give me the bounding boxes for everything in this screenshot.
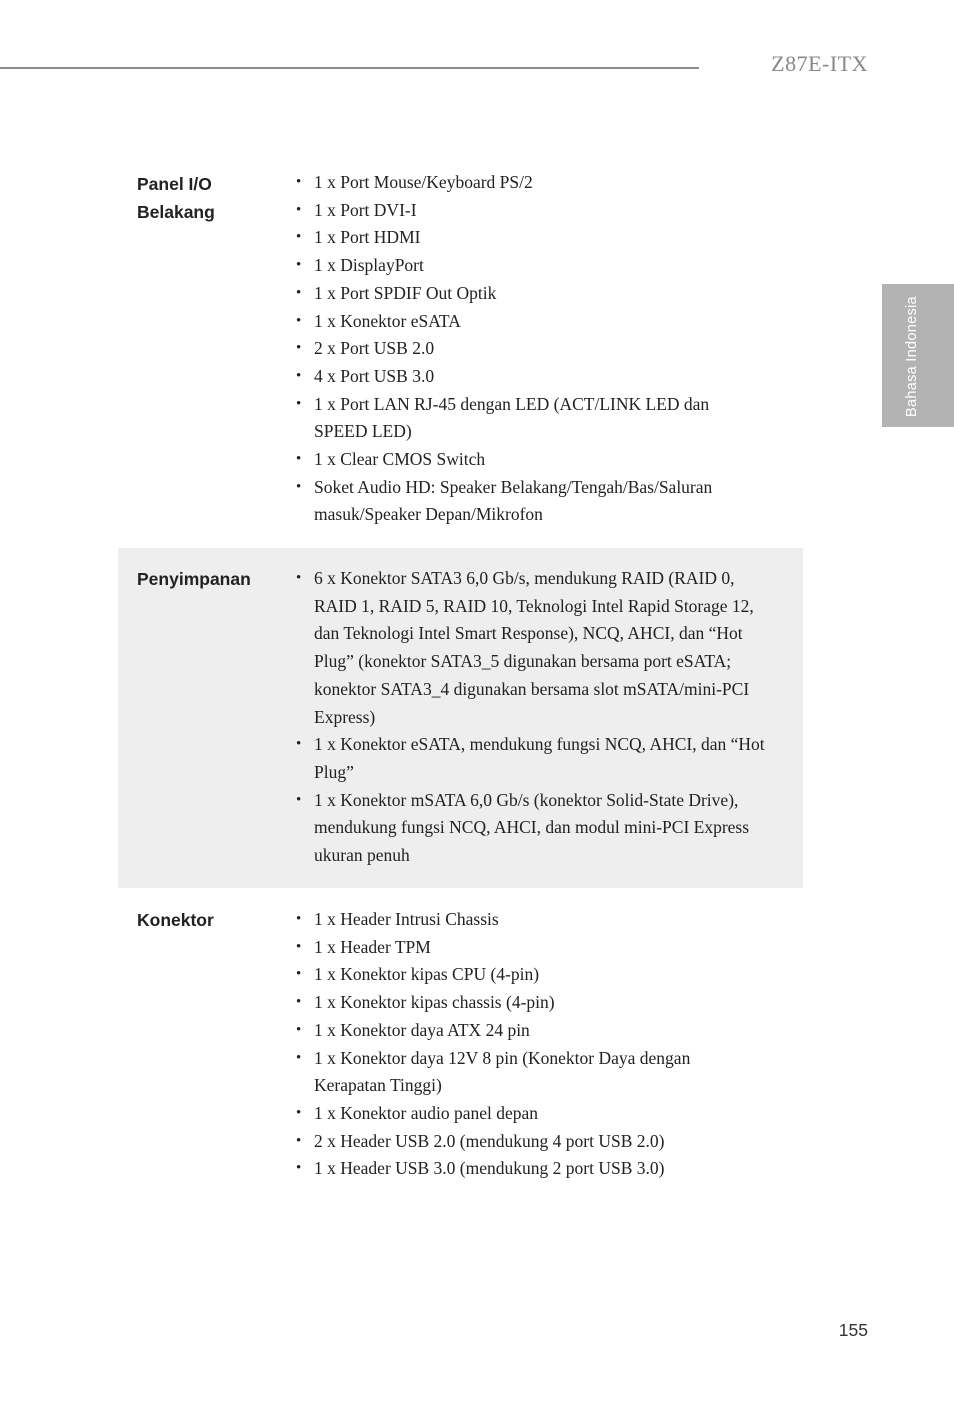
spec-item: • 1 x Konektor mSATA 6,0 Gb/s (konektor Solid-State Drive), mendukung fungsi NCQ, AHCI, dan modul mini-PCI Express ukuran penuh — [296, 787, 754, 870]
section-label-line: Konektor — [137, 910, 214, 930]
document-title: Z87E-ITX — [771, 51, 868, 76]
spec-section-storage — [118, 548, 803, 888]
spec-item: • 1 x Konektor eSATA, mendukung fungsi NCQ, AHCI, dan “Hot Plug” — [296, 731, 769, 786]
spec-item: • 1 x Header USB 3.0 (mendukung 2 port USB 3.0) — [296, 1155, 786, 1183]
section-label-line: Penyimpanan — [137, 569, 251, 589]
spec-item: • 1 x Clear CMOS Switch — [296, 446, 786, 474]
section-label — [137, 565, 251, 593]
spec-item: • 1 x Port LAN RJ-45 dengan LED (ACT/LINK LED dan SPEED LED) — [296, 391, 744, 446]
spec-item: • 1 x Konektor kipas CPU (4-pin) — [296, 961, 786, 989]
spec-item: • 1 x DisplayPort — [296, 252, 786, 280]
spec-item: • Soket Audio HD: Speaker Belakang/Tengah/Bas/Saluran masuk/Speaker Depan/Mikrofon — [296, 474, 764, 529]
spec-item: • 1 x Konektor audio panel depan — [296, 1100, 786, 1128]
spec-list — [296, 906, 786, 1183]
section-label-line: Belakang — [137, 202, 215, 222]
spec-item: • 1 x Header Intrusi Chassis — [296, 906, 786, 934]
spec-item: • 6 x Konektor SATA3 6,0 Gb/s, mendukung RAID (RAID 0, RAID 1, RAID 5, RAID 10, Teknologi Intel Rapid Storage 12, dan Teknologi Intel Smart Response), NCQ, AHCI, dan “Hot Plug” (konektor SATA3_5 digunakan bersama port eSATA; konektor SATA3_4 digunakan bersama slot mSATA/mini-PCI Express) — [296, 565, 780, 731]
language-tab-label: Bahasa Indonesia — [904, 296, 920, 417]
spec-item: • 1 x Konektor eSATA — [296, 308, 786, 336]
page-number: 155 — [838, 1320, 868, 1340]
section-label — [137, 906, 214, 934]
spec-item: • 1 x Header TPM — [296, 934, 786, 962]
spec-item: • 4 x Port USB 3.0 — [296, 363, 786, 391]
spec-list — [296, 169, 786, 529]
spec-item: • 1 x Konektor daya 12V 8 pin (Konektor Daya dengan Kerapatan Tinggi) — [296, 1045, 739, 1100]
header-rule — [0, 67, 699, 69]
spec-item: • 1 x Port SPDIF Out Optik — [296, 280, 786, 308]
spec-item: • 1 x Konektor daya ATX 24 pin — [296, 1017, 786, 1045]
spec-section-rear-io — [118, 168, 803, 540]
section-label-line: Panel I/O — [137, 174, 212, 194]
language-tab — [882, 284, 954, 427]
spec-item: • 1 x Konektor kipas chassis (4-pin) — [296, 989, 786, 1017]
spec-item: • 1 x Port HDMI — [296, 224, 786, 252]
section-label — [137, 170, 215, 226]
spec-item: • 1 x Port DVI-I — [296, 197, 786, 225]
spec-item: • 2 x Header USB 2.0 (mendukung 4 port USB 2.0) — [296, 1128, 786, 1156]
spec-section-connectors — [118, 905, 803, 1195]
spec-item: • 1 x Port Mouse/Keyboard PS/2 — [296, 169, 786, 197]
spec-list — [296, 565, 786, 870]
spec-item: • 2 x Port USB 2.0 — [296, 335, 786, 363]
